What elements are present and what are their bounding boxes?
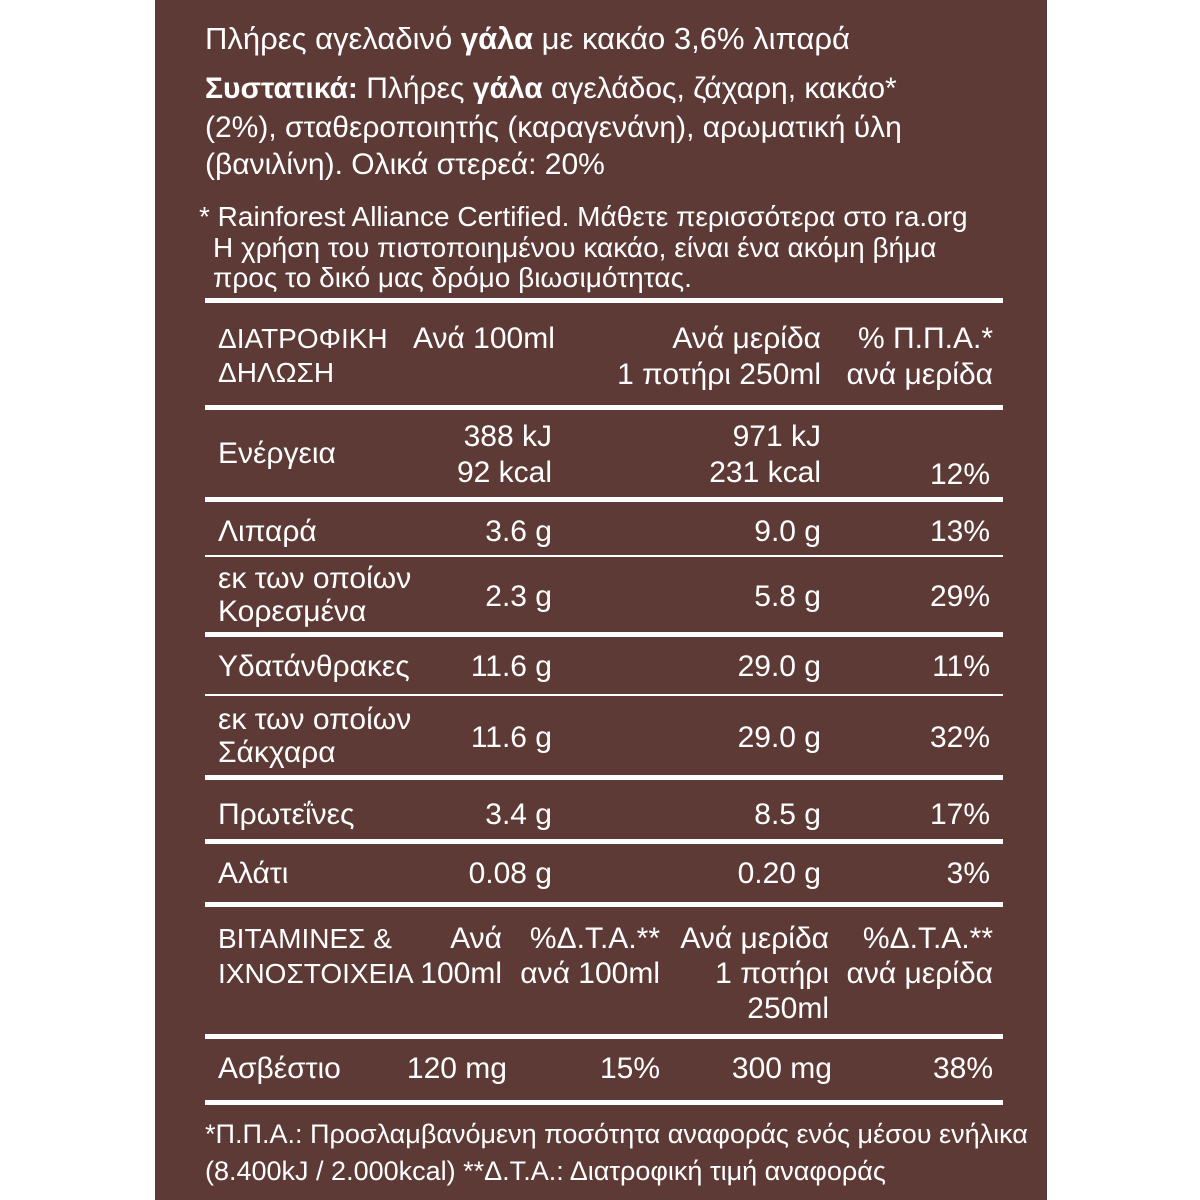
divider-thick [205,298,1003,303]
nutrition-header-ri-line-2: ανά μερίδα [846,358,993,391]
nutrient-ri: 32% [929,721,990,754]
nutrient-name-line-1: εκ των οποίων [218,562,412,595]
vitamins-header-serving-line-1: Ανά μερίδα [680,922,829,955]
divider-thick [205,839,1003,844]
divider-thick [205,902,1003,907]
nutrient-serving: 9.0 g [754,515,821,548]
vitamins-header-per100-line-2: 100ml [420,957,502,990]
product-title-pre: Πλήρες αγελαδινό [205,21,461,56]
certification-note-line-1: * Rainforest Alliance Certified. Μάθετε περισσότερα στο ra.org [199,201,968,232]
energy-label: Ενέργεια [218,437,336,470]
nutrient-serving: 0.20 g [737,857,821,890]
ingredients-l1-bold: γάλα [472,72,543,105]
energy-per100-kj: 388 kJ [463,420,552,453]
nutrition-header-per100: Ανά 100ml [413,322,555,355]
nutrient-name: Πρωτεΐνες [218,798,355,831]
footnote-line-1: *Π.Π.Α.: Προσλαμβανόμενη ποσότητα αναφοράς ενός μέσου ενήλικα [205,1119,1028,1149]
vitamins-header-per100-line-1: Ανά [450,922,502,955]
certification-note-line-2: Η χρήση του πιστοποιημένου κακάο, είναι ένα ακόμη βήμα [213,232,937,263]
nutrient-name-line-2: Σάκχαρα [218,736,336,769]
ingredients-l1-post: αγελάδος, ζάχαρη, κακάο* [542,72,897,105]
vitamins-header-serving-line-2: 1 ποτήρι [715,957,829,990]
vitamins-header-dta-serving-line-2: ανά μερίδα [846,957,993,990]
divider-thick [205,632,1003,637]
nutrient-serving: 29.0 g [737,721,821,754]
nutrient-name: Λιπαρά [218,515,317,548]
divider-thick [205,405,1003,410]
calcium-dta-serving: 38% [932,1052,993,1085]
divider-thick [205,1034,1003,1039]
nutrition-header-serving-line-2: 1 ποτήρι 250ml [617,358,821,391]
divider-thick [205,1100,1003,1105]
nutrient-ri: 13% [929,515,990,548]
nutrient-ri: 3% [946,857,990,890]
calcium-dta100: 15% [599,1052,660,1085]
nutrient-per100: 11.6 g [470,650,552,683]
ingredients-line-3: (βανιλίνη). Ολικά στερεά: 20% [205,148,605,181]
nutrient-serving: 8.5 g [754,798,821,831]
nutrition-header-col1-line-1: ΔΙΑΤΡΟΦΙΚΗ [218,323,388,354]
nutrition-header-col1-line-2: ΔΗΛΩΣΗ [218,357,335,388]
energy-serving-kj: 971 kJ [732,420,821,453]
nutrition-header-ri-line-1: % Π.Π.Α.* [857,322,993,355]
calcium-per100: 120 mg [406,1052,507,1085]
nutrient-per100: 3.4 g [485,798,552,831]
vitamins-header-col1-line-1: ΒΙΤΑΜΙΝΕΣ & [218,923,392,954]
certification-note-line-3: προς το δικό μας δρόμο βιωσιμότητας. [213,262,692,293]
divider-thin [205,694,1003,696]
nutrient-ri: 29% [929,580,990,613]
product-title-bold: γάλα [460,21,534,56]
energy-per100-kcal: 92 kcal [456,456,552,489]
energy-serving-kcal: 231 kcal [709,456,821,489]
nutrient-serving: 29.0 g [737,650,821,683]
ingredients-line-1 [205,72,897,106]
product-title [205,22,850,56]
nutrition-header-serving-line-1: Ανά μερίδα [672,322,821,355]
energy-ri: 12% [929,458,990,491]
footnote-line-2: (8.400kJ / 2.000kcal) **Δ.Τ.Α.: Διατροφική τιμή αναφοράς [205,1156,886,1186]
nutrient-name: Υδατάνθρακες [218,650,410,683]
ingredients-line-2: (2%), σταθεροποιητής (καραγενάνη), αρωματική ύλη [205,111,902,144]
vitamins-header-dta100-line-1: %Δ.Τ.Α.** [529,922,660,955]
nutrient-per100: 3.6 g [485,515,552,548]
vitamins-header-dta100-line-2: ανά 100ml [520,957,660,990]
vitamins-header-dta-serving-line-1: %Δ.Τ.Α.** [862,922,993,955]
vitamins-header-col1-line-2: ΙΧΝΟΣΤΟΙΧΕΙΑ [218,958,414,989]
divider-thick [205,775,1003,780]
nutrient-name-line-2: Κορεσμένα [218,595,367,628]
nutrient-name-line-1: εκ των οποίων [218,703,412,736]
vitamins-header-serving-line-3: 250ml [747,992,829,1025]
ingredients-label: Συστατικά: [205,72,358,105]
divider-thin [205,555,1003,557]
nutrient-per100: 2.3 g [485,580,552,613]
nutrient-serving: 5.8 g [754,580,821,613]
nutrition-label-panel [155,0,1047,1200]
calcium-label: Ασβέστιο [218,1052,341,1085]
calcium-serving: 300 mg [731,1052,832,1085]
ingredients-l1-pre: Πλήρες [357,72,473,105]
nutrient-ri: 11% [932,650,990,683]
product-title-post: με κακάο 3,6% λιπαρά [533,21,850,56]
nutrient-ri: 17% [929,798,990,831]
nutrient-per100: 11.6 g [470,721,552,754]
nutrient-name: Αλάτι [218,857,289,890]
nutrient-per100: 0.08 g [468,857,552,890]
divider-thick [205,497,1003,502]
